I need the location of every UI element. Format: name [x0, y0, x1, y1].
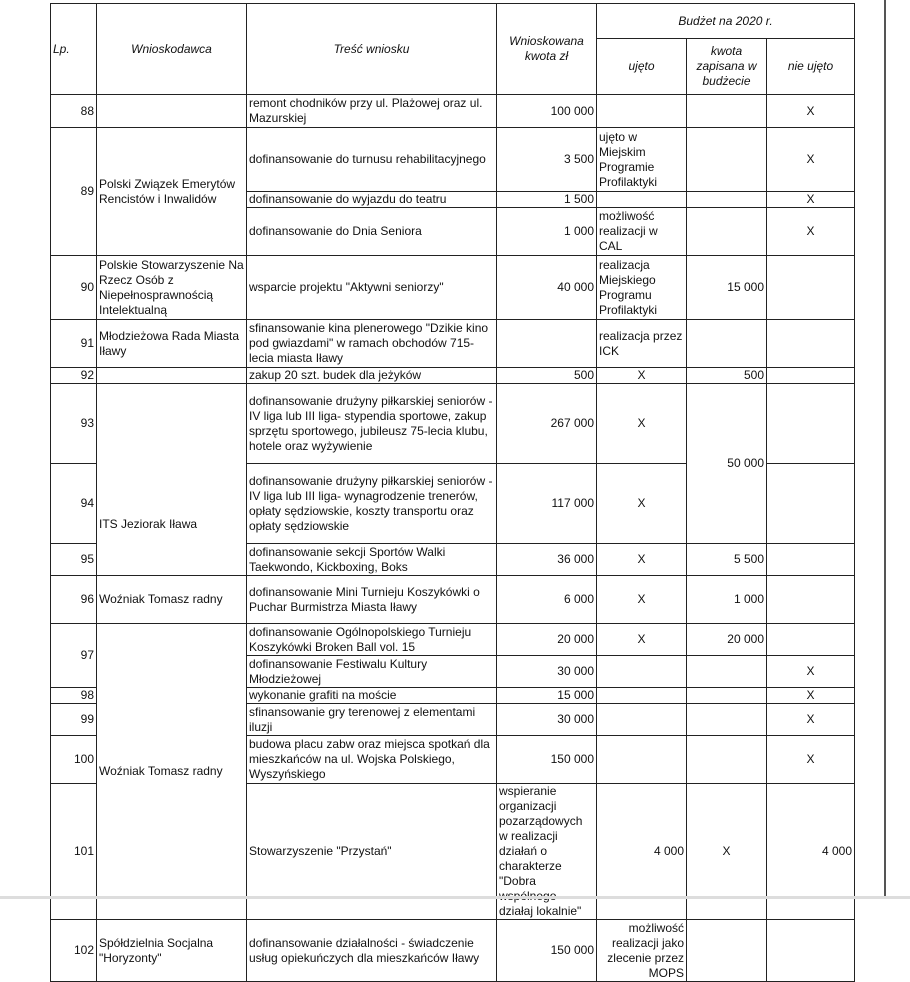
row-amount: 3 500 — [497, 128, 597, 192]
row-recorded: 4 000 — [767, 784, 855, 920]
header-recorded: kwota zapisana w budżecie — [687, 39, 767, 95]
table-row — [51, 128, 855, 192]
row-included: X — [597, 544, 687, 576]
header-content: Treść wniosku — [247, 4, 497, 95]
row-content: dofinansowanie sekcji Sportów Walki Taekwondo, Kickboxing, Boks — [247, 544, 497, 576]
row-applicant — [97, 95, 247, 128]
row-content: dofinansowanie do turnusu rehabilitacyjnego — [247, 128, 497, 192]
row-content: zakup 20 szt. budek dla jeżyków — [247, 368, 497, 384]
row-applicant: Stowarzyszenie "Przystań" — [247, 784, 497, 920]
row-applicant: Młodzieżowa Rada Miasta Iławy — [97, 320, 247, 368]
row-recorded: 5 500 — [687, 544, 767, 576]
row-recorded — [687, 688, 767, 704]
row-lp: 101 — [51, 784, 97, 920]
table-row — [51, 320, 855, 368]
row-included — [597, 704, 687, 736]
row-recorded — [687, 704, 767, 736]
row-not-included — [767, 384, 855, 464]
row-applicant: Woźniak Tomasz radny — [97, 576, 247, 624]
row-amount: 30 000 — [497, 704, 597, 736]
row-recorded: 15 000 — [687, 256, 767, 320]
row-amount: 150 000 — [497, 920, 597, 982]
row-not-included — [767, 464, 855, 544]
row-amount: 6 000 — [497, 576, 597, 624]
row-included: możliwość realizacji jako zlecenie przez MOPS — [597, 920, 687, 982]
header-applicant: Wnioskodawca — [97, 4, 247, 95]
row-applicant: Spółdzielnia Socjalna "Horyzonty" — [97, 920, 247, 982]
row-content: sfinansowanie gry terenowej z elementami iluzji — [247, 704, 497, 736]
row-included — [597, 688, 687, 704]
row-applicant — [97, 368, 247, 384]
row-content: dofinansowanie do wyjazdu do teatru — [247, 192, 497, 208]
header-included: ujęto — [597, 39, 687, 95]
row-lp: 97 — [51, 624, 97, 688]
row-amount: 40 000 — [497, 256, 597, 320]
row-amount: 4 000 — [597, 784, 687, 920]
row-content: dofinansowanie Mini Turnieju Koszykówki o Puchar Burmistrza Miasta Iławy — [247, 576, 497, 624]
row-lp: 99 — [51, 704, 97, 736]
header-budget: Budżet na 2020 r. — [597, 4, 855, 39]
row-lp: 92 — [51, 368, 97, 384]
header-not-included: nie ujęto — [767, 39, 855, 95]
row-not-included — [767, 920, 855, 982]
row-included: ujęto w Miejskim Programie Profilaktyki — [597, 128, 687, 192]
row-included: X — [597, 464, 687, 544]
row-amount: 117 000 — [497, 464, 597, 544]
row-applicant: Woźniak Tomasz radny — [97, 624, 247, 920]
row-not-included — [767, 256, 855, 320]
row-included — [597, 95, 687, 128]
row-recorded — [687, 736, 767, 784]
row-lp: 93 — [51, 384, 97, 464]
row-applicant: ITS Jeziorak Iława — [97, 384, 247, 576]
row-not-included: X — [767, 688, 855, 704]
table-row — [51, 384, 855, 464]
row-included — [597, 192, 687, 208]
row-not-included — [767, 576, 855, 624]
row-recorded — [687, 656, 767, 688]
row-content: dofinansowanie drużyny piłkarskiej seniorów - IV liga lub III liga- wynagrodzenie trenerów, opłaty sędziowskie, koszty transportu oraz opłaty sędziowskie — [247, 464, 497, 544]
row-not-included: X — [767, 192, 855, 208]
row-recorded: 500 — [687, 368, 767, 384]
row-recorded — [687, 128, 767, 192]
table-row — [51, 576, 855, 624]
row-amount: 1 000 — [497, 208, 597, 256]
row-recorded: 20 000 — [687, 624, 767, 656]
row-amount: 30 000 — [497, 656, 597, 688]
table-row — [51, 624, 855, 656]
row-lp: 95 — [51, 544, 97, 576]
row-recorded: 50 000 — [687, 384, 767, 544]
row-lp: 90 — [51, 256, 97, 320]
row-amount: 1 500 — [497, 192, 597, 208]
header-lp: Lp. — [51, 4, 97, 95]
row-not-included — [767, 544, 855, 576]
row-lp: 96 — [51, 576, 97, 624]
header-amount: Wnioskowana kwota zł — [497, 4, 597, 95]
row-not-included: X — [767, 208, 855, 256]
row-lp: 100 — [51, 736, 97, 784]
row-amount: 36 000 — [497, 544, 597, 576]
row-content: sfinansowanie kina plenerowego "Dzikie kino pod gwiazdami" w ramach obchodów 715-lecia miasta Iławy — [247, 320, 497, 368]
row-amount — [497, 320, 597, 368]
table-row — [51, 920, 855, 982]
row-content: remont chodników przy ul. Plażowej oraz ul. Mazurskiej — [247, 95, 497, 128]
row-included: realizacja przez ICK — [597, 320, 687, 368]
row-content: wykonanie grafiti na moście — [247, 688, 497, 704]
row-amount: 20 000 — [497, 624, 597, 656]
row-recorded: 1 000 — [687, 576, 767, 624]
row-included: X — [597, 368, 687, 384]
row-content: wspieranie organizacji pozarządowych w realizacji działań o charakterze "Dobra działaj lokalnie" — [497, 784, 597, 920]
table-row — [51, 368, 855, 384]
row-applicant: Polski Związek Emerytów Rencistów i Inwalidów — [97, 128, 247, 256]
row-not-included: X — [767, 656, 855, 688]
row-lp: 89 — [51, 128, 97, 256]
row-not-included — [767, 624, 855, 656]
row-content: dofinansowanie Ogólnopolskiego Turnieju Koszykówki Broken Ball vol. 15 — [247, 624, 497, 656]
row-recorded — [687, 95, 767, 128]
row-included — [597, 656, 687, 688]
scan-frame-edge — [884, 0, 886, 899]
row-lp: 94 — [51, 464, 97, 544]
row-included: X — [597, 624, 687, 656]
row-lp: 98 — [51, 688, 97, 704]
row-not-included: X — [767, 128, 855, 192]
row-not-included — [767, 320, 855, 368]
table-row — [51, 95, 855, 128]
budget-table — [50, 3, 855, 982]
row-included: realizacja Miejskiego Programu Profilaktyki — [597, 256, 687, 320]
row-recorded — [687, 192, 767, 208]
row-recorded — [687, 208, 767, 256]
row-lp: 88 — [51, 95, 97, 128]
row-content: dofinansowanie do Dnia Seniora — [247, 208, 497, 256]
row-content: budowa placu zabw oraz miejsca spotkań dla mieszkańców na ul. Wojska Polskiego, Wyszyńskiego — [247, 736, 497, 784]
row-included: X — [597, 384, 687, 464]
row-amount: 100 000 — [497, 95, 597, 128]
row-lp: 102 — [51, 920, 97, 982]
row-lp: 91 — [51, 320, 97, 368]
row-not-included — [767, 368, 855, 384]
row-included: X — [597, 576, 687, 624]
row-content: dofinansowanie drużyny piłkarskiej seniorów - IV liga lub III liga- stypendia sportowe, zakup sprzętu sportowego, jubileusz 75-lecia klubu, hotele oraz wyżywienie — [247, 384, 497, 464]
row-recorded — [687, 920, 767, 982]
row-amount: 267 000 — [497, 384, 597, 464]
row-included: możliwość realizacji w CAL — [597, 208, 687, 256]
row-included: X — [687, 784, 767, 920]
row-recorded — [687, 320, 767, 368]
row-amount: 150 000 — [497, 736, 597, 784]
table-row — [51, 256, 855, 320]
row-amount: 15 000 — [497, 688, 597, 704]
row-included — [597, 736, 687, 784]
row-content: dofinansowanie działalności - świadczenie usług opiekuńczych dla mieszkańców Iławy — [247, 920, 497, 982]
header-row — [51, 4, 855, 39]
row-not-included: X — [767, 736, 855, 784]
row-amount: 500 — [497, 368, 597, 384]
row-not-included: X — [767, 95, 855, 128]
row-content: dofinansowanie Festiwalu Kultury Młodzieżowej — [247, 656, 497, 688]
row-applicant: Polskie Stowarzyszenie Na Rzecz Osób z Niepełnosprawnością Intelektualną — [97, 256, 247, 320]
row-content: wsparcie projektu "Aktywni seniorzy" — [247, 256, 497, 320]
row-not-included: X — [767, 704, 855, 736]
